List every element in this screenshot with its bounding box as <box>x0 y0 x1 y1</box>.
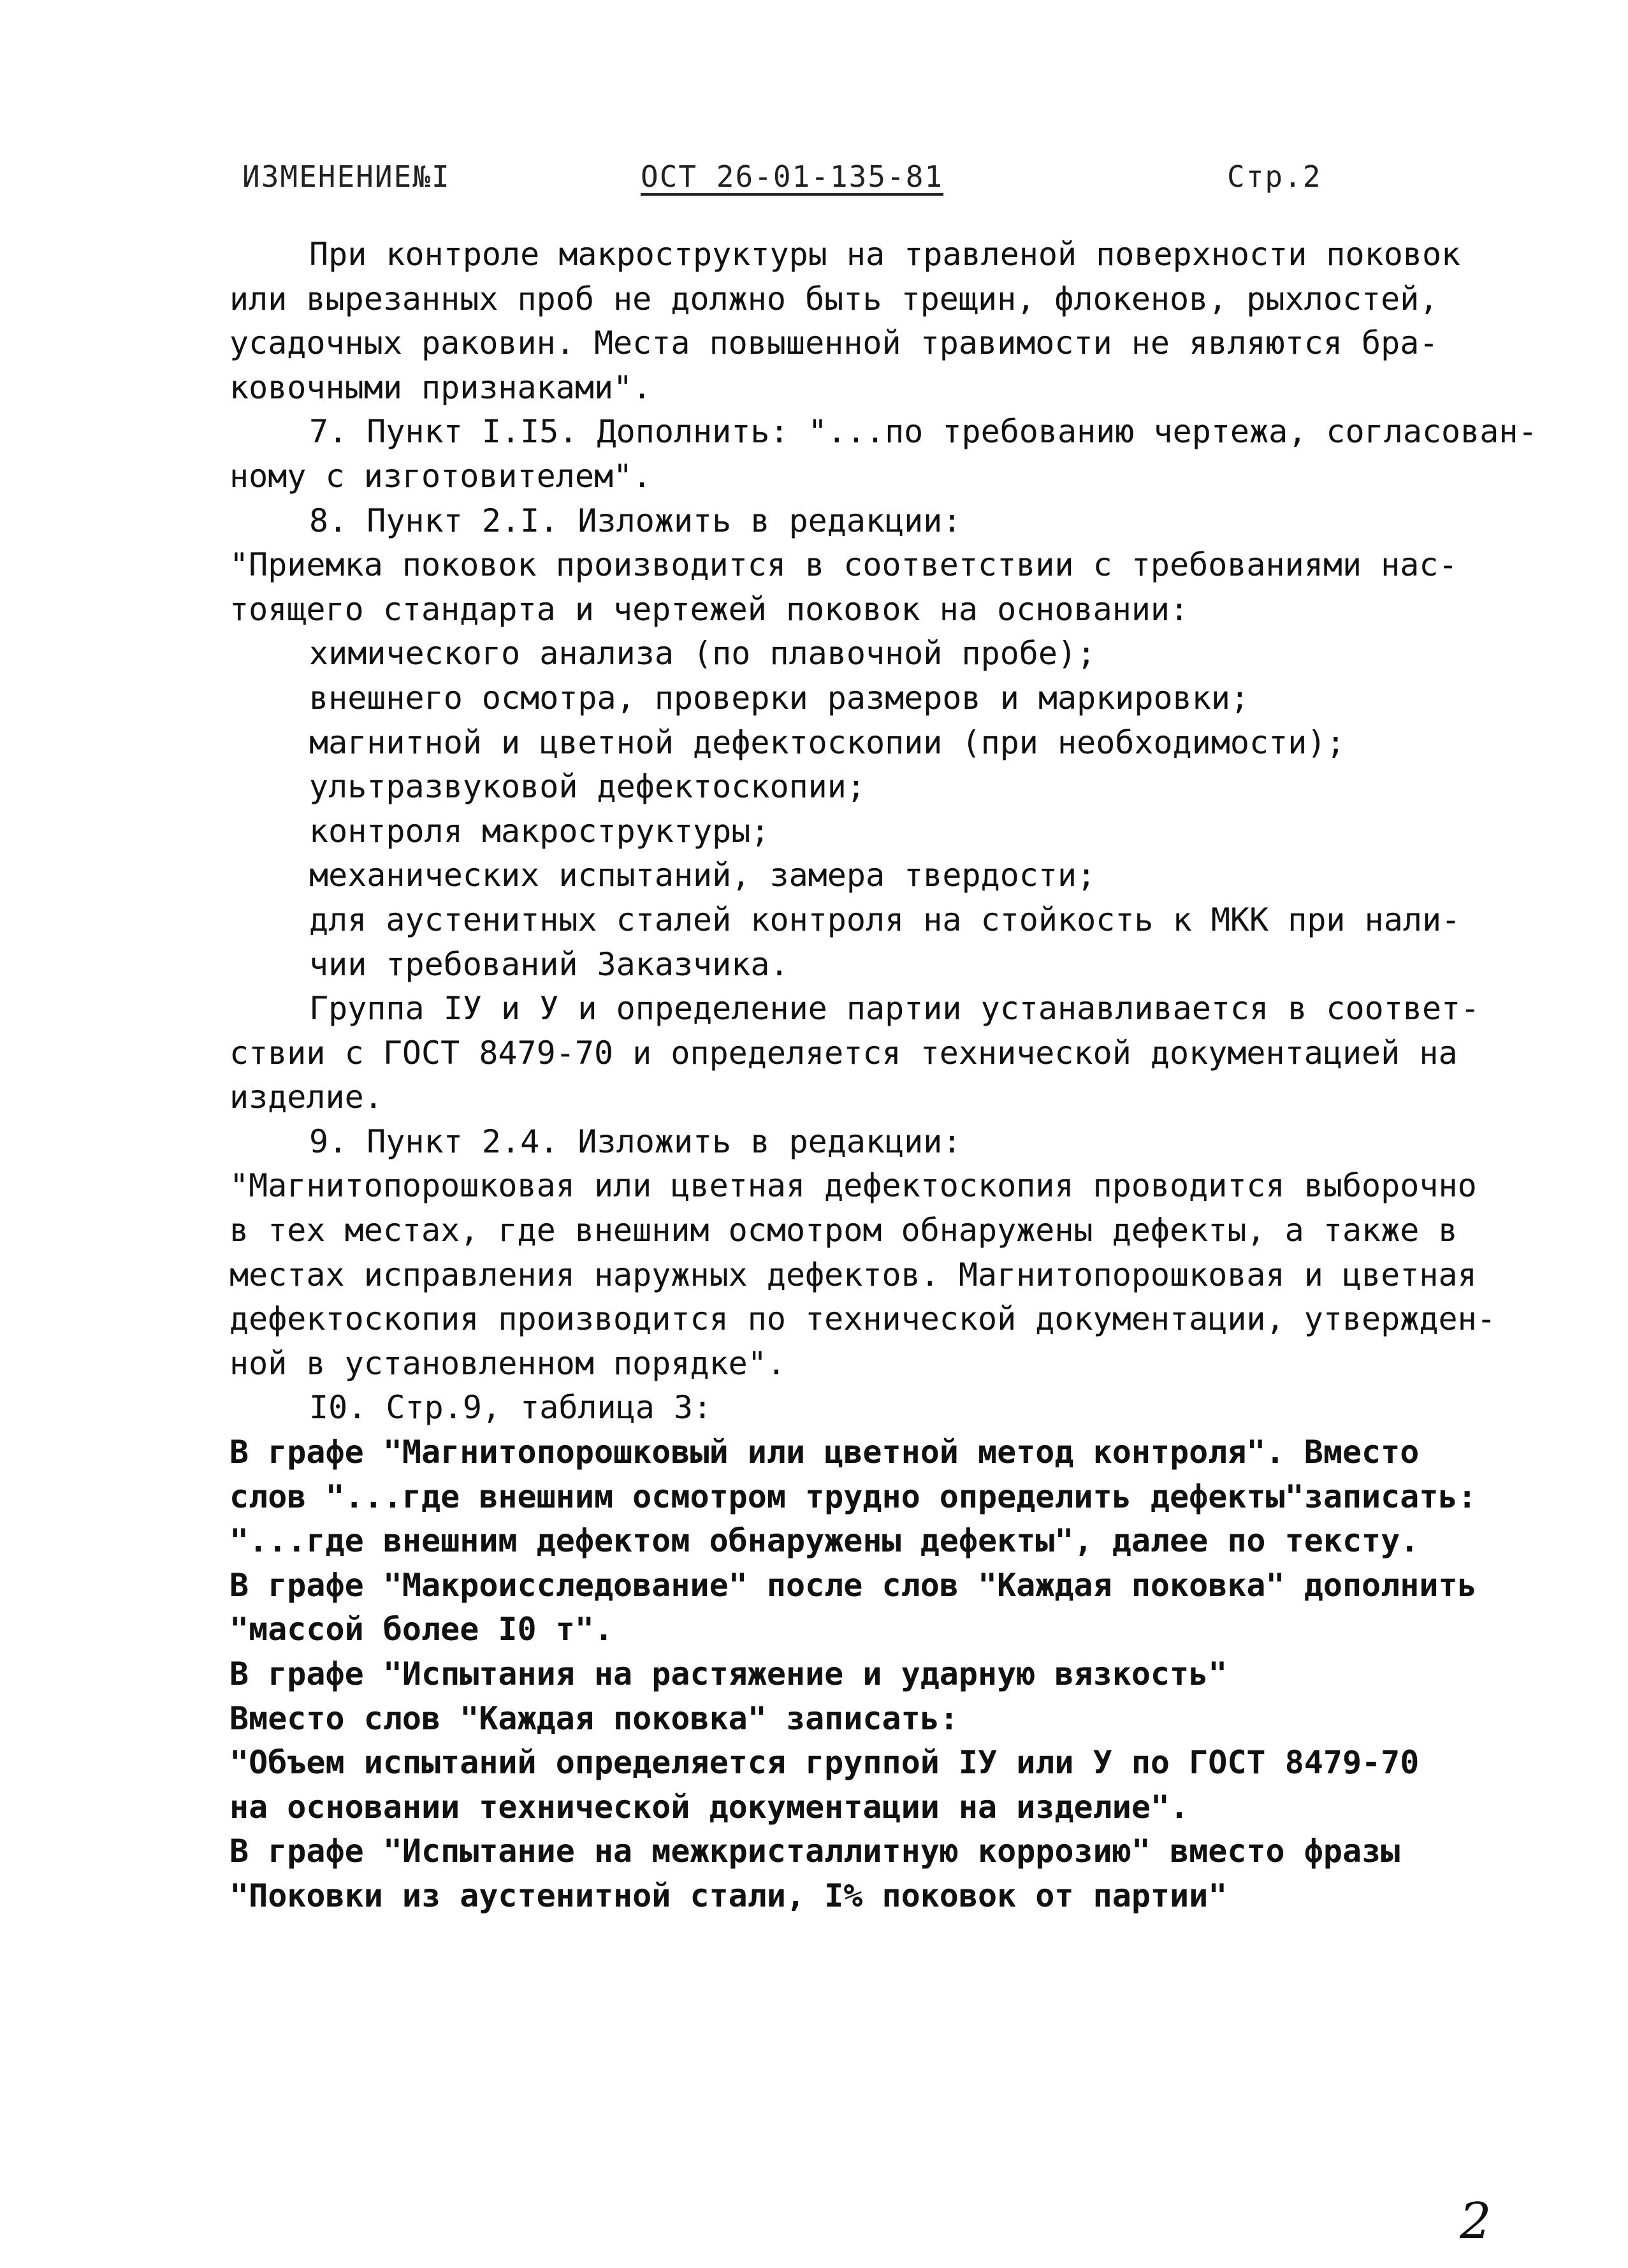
text-line: ному с изготовителем". <box>229 457 652 495</box>
text-line: дефектоскопия производится по технической документации, утвержден- <box>229 1300 1496 1338</box>
text-line: ствии с ГОСТ 8479-70 и определяется технической документацией на <box>229 1034 1458 1072</box>
text-line: ной в установленном порядке". <box>229 1344 786 1382</box>
text-line: "Магнитопорошковая или цветная дефектоскопия проводится выборочно <box>229 1167 1477 1205</box>
text-line: В графе "Макроисследование" после слов "Каждая поковка" дополнить <box>229 1566 1477 1604</box>
text-line: I0. Стр.9, таблица 3: <box>309 1389 713 1427</box>
handwritten-page-mark: 2 <box>1460 2193 1492 2250</box>
text-line: контроля макроструктуры; <box>309 812 770 850</box>
standard-code: ОСТ 26-01-135-81 <box>641 159 944 194</box>
text-line: для аустенитных сталей контроля на стойкость к МКК при нали- <box>309 901 1461 938</box>
text-line: изделие. <box>229 1079 383 1116</box>
text-line: 8. Пункт 2.I. Изложить в редакции: <box>309 502 962 539</box>
change-notice-label: ИЗМЕНЕНИЕ№I <box>242 159 451 194</box>
text-line: или вырезанных проб не должно быть трещин, флокенов, рыхлостей, <box>229 280 1439 317</box>
text-line: в тех местах, где внешним осмотром обнаружены дефекты, а также в <box>229 1212 1458 1249</box>
text-line: механических испытаний, замера твердости; <box>309 857 1096 894</box>
text-line: Вместо слов "Каждая поковка" записать: <box>229 1699 959 1737</box>
text-line: При контроле макроструктуры на травленой поверхности поковок <box>309 236 1461 273</box>
text-line: усадочных раковин. Места повышенной травимости не являются бра- <box>229 324 1439 362</box>
text-line: "массой более I0 т". <box>229 1611 614 1648</box>
document-body <box>229 233 1537 1919</box>
text-line: чии требований Заказчика. <box>309 945 789 983</box>
text-line: тоящего стандарта и чертежей поковок на основании: <box>229 590 1189 628</box>
text-line: В графе "Магнитопорошковый или цветной метод контроля". Вместо <box>229 1434 1420 1471</box>
text-line: "Объем испытаний определяется группой IУ или У по ГОСТ 8479-70 <box>229 1744 1420 1782</box>
text-line: "Поковки из аустенитной стали, I% поковок от партии" <box>229 1877 1228 1914</box>
text-line: В графе "Испытание на межкристаллитную коррозию" вместо фразы <box>229 1833 1400 1870</box>
text-line: 9. Пункт 2.4. Изложить в редакции: <box>309 1123 962 1160</box>
text-line: "Приемка поковок производится в соответствии с требованиями нас- <box>229 546 1458 584</box>
text-line: ультразвуковой дефектоскопии; <box>309 768 866 806</box>
text-line: "...где внешним дефектом обнаружены дефекты", далее по тексту. <box>229 1522 1420 1560</box>
text-line: местах исправления наружных дефектов. Магнитопорошковая и цветная <box>229 1256 1477 1293</box>
text-line: на основании технической документации на изделие". <box>229 1788 1189 1826</box>
text-line: химического анализа (по плавочной пробе); <box>309 635 1096 672</box>
text-line: слов "...где внешним осмотром трудно определить дефекты"записать: <box>229 1478 1477 1515</box>
text-line: 7. Пункт I.I5. Дополнить: "...по требованию чертежа, согласован- <box>309 413 1537 451</box>
text-line: Группа IУ и У и определение партии устанавливается в соответ- <box>309 990 1480 1028</box>
text-line: внешнего осмотра, проверки размеров и маркировки; <box>309 679 1250 716</box>
text-line: ковочными признаками". <box>229 368 652 406</box>
text-line: магнитной и цветной дефектоскопии (при необходимости); <box>309 723 1346 761</box>
text-line: В графе "Испытания на растяжение и ударную вязкость" <box>229 1655 1228 1692</box>
page-number-label: Стр.2 <box>1227 159 1322 194</box>
